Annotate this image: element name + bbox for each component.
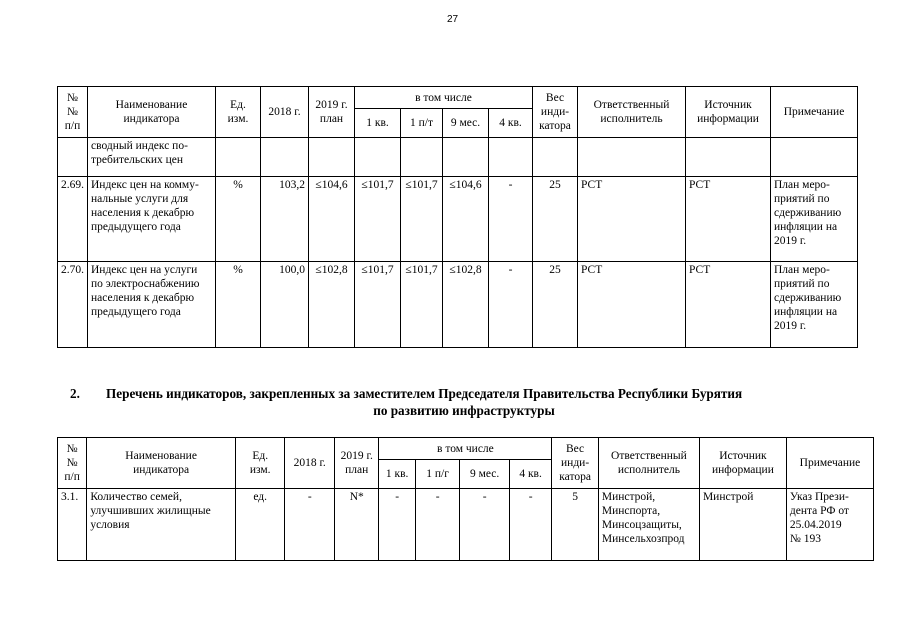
col-source-header: Источник информации — [686, 87, 771, 138]
row-m9: ≤102,8 — [443, 262, 489, 348]
col-unit-header: Ед. изм. — [216, 87, 261, 138]
header-row — [58, 87, 858, 109]
row-2019: ≤104,6 — [309, 177, 355, 262]
row-q4: - — [509, 489, 551, 561]
row-2019: ≤102,8 — [309, 262, 355, 348]
col-h1-header: 1 п/г — [415, 460, 459, 489]
col-num-header: № № п/п — [58, 438, 87, 489]
col-2019-header: 2019 г. план — [309, 87, 355, 138]
col-incl-header: в том числе — [379, 438, 552, 460]
row-note: План меро- приятий по сдерживанию инфляции на 2019 г. — [771, 177, 858, 262]
header-row — [58, 438, 874, 460]
section-title-line1: Перечень индикаторов, закрепленных за заместителем Председателя Правительства Республики Бурятия — [106, 386, 743, 401]
continuation-cell: сводный индекс по- требительских цен — [88, 138, 216, 177]
row-resp: Минстрой, Минспорта, Минсоцзащиты, Минсельхозпрод — [598, 489, 699, 561]
table-row — [58, 138, 858, 177]
row-name: Индекс цен на услуги по электроснабжению населения к декабрю предыдущего года — [88, 262, 216, 348]
row-name: Индекс цен на комму- нальные услуги для населения к декабрю предыдущего года — [88, 177, 216, 262]
row-resp: РСТ — [578, 177, 686, 262]
row-note: Указ Прези- дента РФ от 25.04.2019 № 193 — [786, 489, 873, 561]
indicators-table-1 — [57, 86, 858, 348]
row-resp: РСТ — [578, 262, 686, 348]
col-m9-header: 9 мес. — [443, 109, 489, 138]
col-unit-header: Ед. изм. — [235, 438, 285, 489]
col-2019-header: 2019 г. план — [335, 438, 379, 489]
row-2018: - — [285, 489, 335, 561]
col-source-header: Источник информации — [699, 438, 786, 489]
col-h1-header: 1 п/т — [401, 109, 443, 138]
col-name-header: Наименование индикатора — [87, 438, 236, 489]
row-q4: - — [489, 177, 533, 262]
col-weight-header: Вес инди- катора — [533, 87, 578, 138]
col-incl-header: в том числе — [355, 87, 533, 109]
row-h1: ≤101,7 — [401, 262, 443, 348]
row-2018: 100,0 — [261, 262, 309, 348]
col-q4-header: 4 кв. — [489, 109, 533, 138]
section-title-line2: по развитию инфраструктуры — [373, 403, 555, 418]
section-number: 2. — [70, 386, 80, 401]
col-2018-header: 2018 г. — [285, 438, 335, 489]
row-name: Количество семей, улучшивших жилищные условия — [87, 489, 236, 561]
col-resp-header: Ответственный исполнитель — [578, 87, 686, 138]
row-weight: 5 — [552, 489, 599, 561]
col-q1-header: 1 кв. — [355, 109, 401, 138]
table-row — [58, 489, 874, 561]
row-weight: 25 — [533, 177, 578, 262]
row-m9: - — [460, 489, 510, 561]
col-q1-header: 1 кв. — [379, 460, 415, 489]
row-unit: ед. — [235, 489, 285, 561]
row-h1: - — [415, 489, 459, 561]
col-num-header: № № п/п — [58, 87, 88, 138]
row-2018: 103,2 — [261, 177, 309, 262]
row-h1: ≤101,7 — [401, 177, 443, 262]
row-q1: ≤101,7 — [355, 262, 401, 348]
row-weight: 25 — [533, 262, 578, 348]
row-source: Минстрой — [699, 489, 786, 561]
row-unit: % — [216, 262, 261, 348]
table-row — [58, 177, 858, 262]
page-number: 27 — [446, 14, 459, 25]
col-weight-header: Вес инди- катора — [552, 438, 599, 489]
section-heading — [60, 385, 860, 419]
row-q4: - — [489, 262, 533, 348]
col-note-header: Примечание — [771, 87, 858, 138]
indicators-table-2 — [57, 437, 874, 561]
col-2018-header: 2018 г. — [261, 87, 309, 138]
row-source: РСТ — [686, 177, 771, 262]
row-q1: ≤101,7 — [355, 177, 401, 262]
row-q1: - — [379, 489, 415, 561]
col-name-header: Наименование индикатора — [88, 87, 216, 138]
row-num: 2.69. — [58, 177, 88, 262]
row-source: РСТ — [686, 262, 771, 348]
table-row — [58, 262, 858, 348]
row-num: 3.1. — [58, 489, 87, 561]
row-2019: N* — [335, 489, 379, 561]
row-note: План меро- приятий по сдерживанию инфляции на 2019 г. — [771, 262, 858, 348]
col-q4-header: 4 кв. — [509, 460, 551, 489]
col-m9-header: 9 мес. — [460, 460, 510, 489]
row-m9: ≤104,6 — [443, 177, 489, 262]
col-note-header: Примечание — [786, 438, 873, 489]
row-unit: % — [216, 177, 261, 262]
row-num: 2.70. — [58, 262, 88, 348]
col-resp-header: Ответственный исполнитель — [598, 438, 699, 489]
